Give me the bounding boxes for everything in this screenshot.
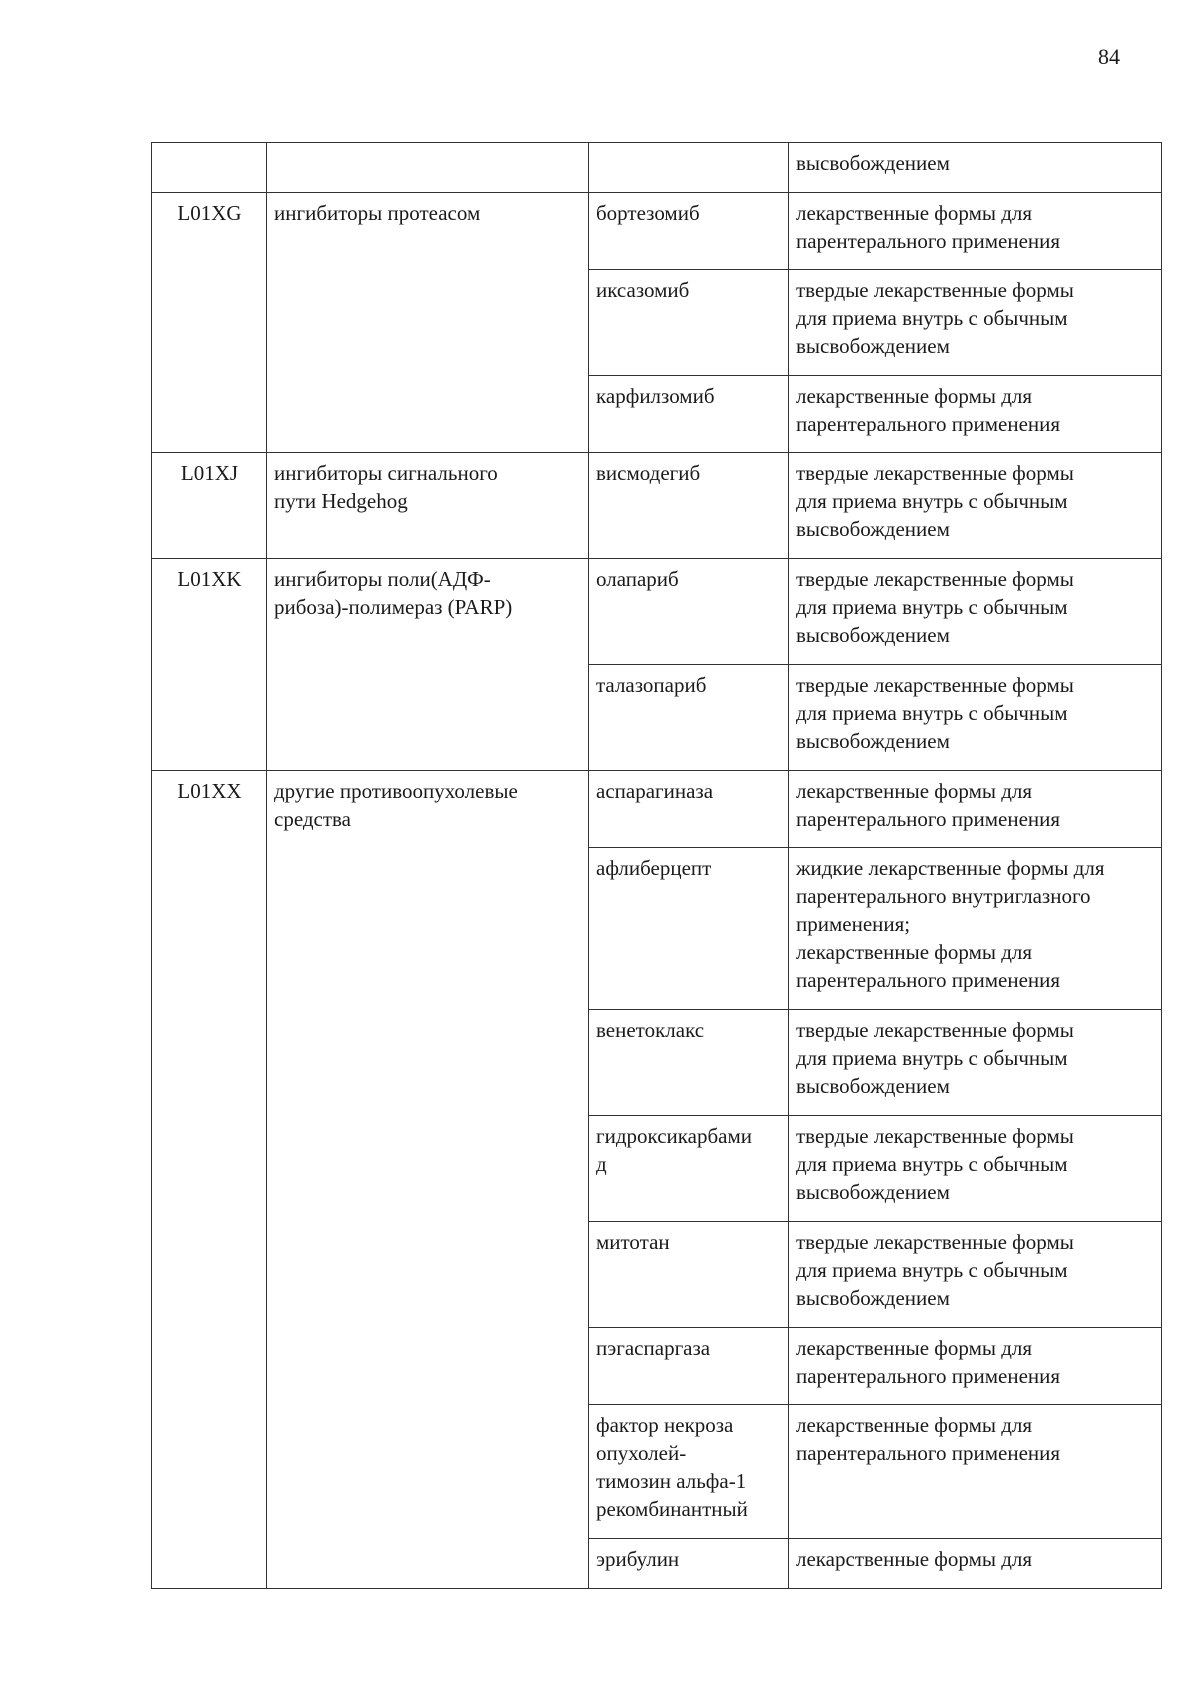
dosage-form-line: для приема внутрь с обычным	[796, 701, 1068, 725]
group-name-line: средства	[274, 807, 352, 831]
dosage-form-cell	[789, 376, 1162, 453]
drug-name-line: венетоклакс	[596, 1018, 705, 1042]
dosage-form-cell	[789, 1010, 1162, 1116]
dosage-form-line: для приема внутрь с обычным	[796, 1152, 1068, 1176]
dosage-form-line: лекарственные формы для	[796, 940, 1033, 964]
dosage-form-line: лекарственные формы для	[796, 1413, 1033, 1437]
drug-name-cell	[589, 1405, 789, 1539]
group-name-cell	[267, 143, 589, 193]
drug-name-cell	[589, 376, 789, 453]
dosage-form-line: для приема внутрь с обычным	[796, 489, 1068, 513]
drug-name-line: опухолей-	[596, 1441, 687, 1465]
dosage-form-line: для приема внутрь с обычным	[796, 1046, 1068, 1070]
group-name-line: ингибиторы протеасом	[274, 201, 481, 225]
dosage-form-line: парентерального применения	[796, 968, 1061, 992]
drug-name-line: митотан	[596, 1230, 670, 1254]
dosage-form-cell	[789, 771, 1162, 848]
dosage-form-line: твердые лекарственные формы	[796, 461, 1074, 485]
atc-code-cell	[152, 193, 267, 453]
drug-name-line: гидроксикарбами	[596, 1124, 753, 1148]
table-row	[152, 771, 1162, 848]
drug-name-cell	[589, 665, 789, 771]
dosage-form-line: лекарственные формы для	[796, 201, 1033, 225]
dosage-form-line: высвобождением	[796, 1180, 950, 1204]
dosage-form-line: твердые лекарственные формы	[796, 567, 1074, 591]
group-name-line: ингибиторы поли(АДФ-	[274, 567, 491, 591]
group-name-line: рибоза)-полимераз (PARP)	[274, 595, 513, 619]
drug-name-line: иксазомиб	[596, 278, 690, 302]
drug-name-line: бортезомиб	[596, 201, 700, 225]
drug-classification-table	[151, 142, 1162, 1589]
dosage-form-cell	[789, 1328, 1162, 1405]
drug-name-line: тимозин альфа-1	[596, 1469, 747, 1493]
atc-code-cell	[152, 559, 267, 771]
atc-code-cell	[152, 453, 267, 559]
drug-name-line: олапариб	[596, 567, 679, 591]
dosage-form-cell	[789, 848, 1162, 1010]
drug-name-cell	[589, 1539, 789, 1589]
dosage-form-cell	[789, 1405, 1162, 1539]
dosage-form-line: лекарственные формы для	[796, 779, 1033, 803]
dosage-form-line: для приема внутрь с обычным	[796, 595, 1068, 619]
group-name-line: пути Hedgehog	[274, 489, 408, 513]
group-name-cell	[267, 771, 589, 1589]
dosage-form-cell	[789, 143, 1162, 193]
dosage-form-line: парентерального применения	[796, 1441, 1061, 1465]
atc-code-cell	[152, 143, 267, 193]
drug-name-line: пэгаспаргаза	[596, 1336, 711, 1360]
dosage-form-line: для приема внутрь с обычным	[796, 306, 1068, 330]
atc-code: L01XK	[177, 567, 242, 591]
dosage-form-line: высвобождением	[796, 623, 950, 647]
dosage-form-line: лекарственные формы для	[796, 1547, 1033, 1571]
drug-name-line: д	[596, 1152, 607, 1176]
atc-code-cell	[152, 771, 267, 1589]
dosage-form-line: высвобождением	[796, 729, 950, 753]
atc-code: L01XX	[177, 779, 242, 803]
dosage-form-cell	[789, 665, 1162, 771]
group-name-line: ингибиторы сигнального	[274, 461, 498, 485]
dosage-form-line: твердые лекарственные формы	[796, 673, 1074, 697]
dosage-form-line: применения;	[796, 912, 911, 936]
table-row	[152, 559, 1162, 665]
drug-name-line: висмодегиб	[596, 461, 701, 485]
dosage-form-cell	[789, 1222, 1162, 1328]
drug-name-cell	[589, 1116, 789, 1222]
dosage-form-cell	[789, 559, 1162, 665]
group-name-cell	[267, 559, 589, 771]
drug-name-line: афлиберцепт	[596, 856, 712, 880]
dosage-form-line: парентерального применения	[796, 229, 1061, 253]
drug-name-cell	[589, 559, 789, 665]
dosage-form-line: парентерального применения	[796, 1364, 1061, 1388]
atc-code: L01XJ	[180, 461, 239, 485]
drug-name-line: фактор некроза	[596, 1413, 734, 1437]
dosage-form-line: твердые лекарственные формы	[796, 1230, 1074, 1254]
group-name-line: другие противоопухолевые	[274, 779, 518, 803]
dosage-form-line: парентерального применения	[796, 412, 1061, 436]
drug-name-cell	[589, 848, 789, 1010]
table-row	[152, 193, 1162, 270]
drug-name-cell	[589, 453, 789, 559]
dosage-form-line: твердые лекарственные формы	[796, 1018, 1074, 1042]
group-name-cell	[267, 453, 589, 559]
dosage-form-cell	[789, 453, 1162, 559]
drug-name-line: карфилзомиб	[596, 384, 715, 408]
dosage-form-line: твердые лекарственные формы	[796, 278, 1074, 302]
drug-name-cell	[589, 143, 789, 193]
dosage-form-line: твердые лекарственные формы	[796, 1124, 1074, 1148]
page-number: 84	[1098, 44, 1120, 69]
atc-code: L01XG	[177, 201, 242, 225]
dosage-form-line: парентерального применения	[796, 807, 1061, 831]
drug-name-line: эрибулин	[596, 1547, 680, 1571]
dosage-form-cell	[789, 270, 1162, 376]
drug-name-cell	[589, 771, 789, 848]
dosage-form-line: для приема внутрь с обычным	[796, 1258, 1068, 1282]
dosage-form-line: высвобождением	[796, 1286, 950, 1310]
dosage-form-line: высвобождением	[796, 334, 950, 358]
group-name-cell	[267, 193, 589, 453]
table-row	[152, 143, 1162, 193]
dosage-form-line: высвобождением	[796, 517, 950, 541]
dosage-form-line: высвобождением	[796, 1074, 950, 1098]
drug-name-cell	[589, 270, 789, 376]
dosage-form-line: парентерального внутриглазного	[796, 884, 1091, 908]
drug-name-line: аспарагиназа	[596, 779, 714, 803]
drug-name-cell	[589, 193, 789, 270]
drug-name-cell	[589, 1222, 789, 1328]
dosage-form-line: жидкие лекарственные формы для	[796, 856, 1105, 880]
dosage-form-line: лекарственные формы для	[796, 1336, 1033, 1360]
dosage-form-cell	[789, 193, 1162, 270]
drug-name-line: рекомбинантный	[596, 1497, 748, 1521]
drug-name-cell	[589, 1010, 789, 1116]
drug-name-cell	[589, 1328, 789, 1405]
dosage-form-line: лекарственные формы для	[796, 384, 1033, 408]
drug-name-line: талазопариб	[596, 673, 707, 697]
dosage-form-cell	[789, 1539, 1162, 1589]
dosage-form-cell	[789, 1116, 1162, 1222]
dosage-form-line: высвобождением	[796, 151, 950, 175]
table-row	[152, 453, 1162, 559]
